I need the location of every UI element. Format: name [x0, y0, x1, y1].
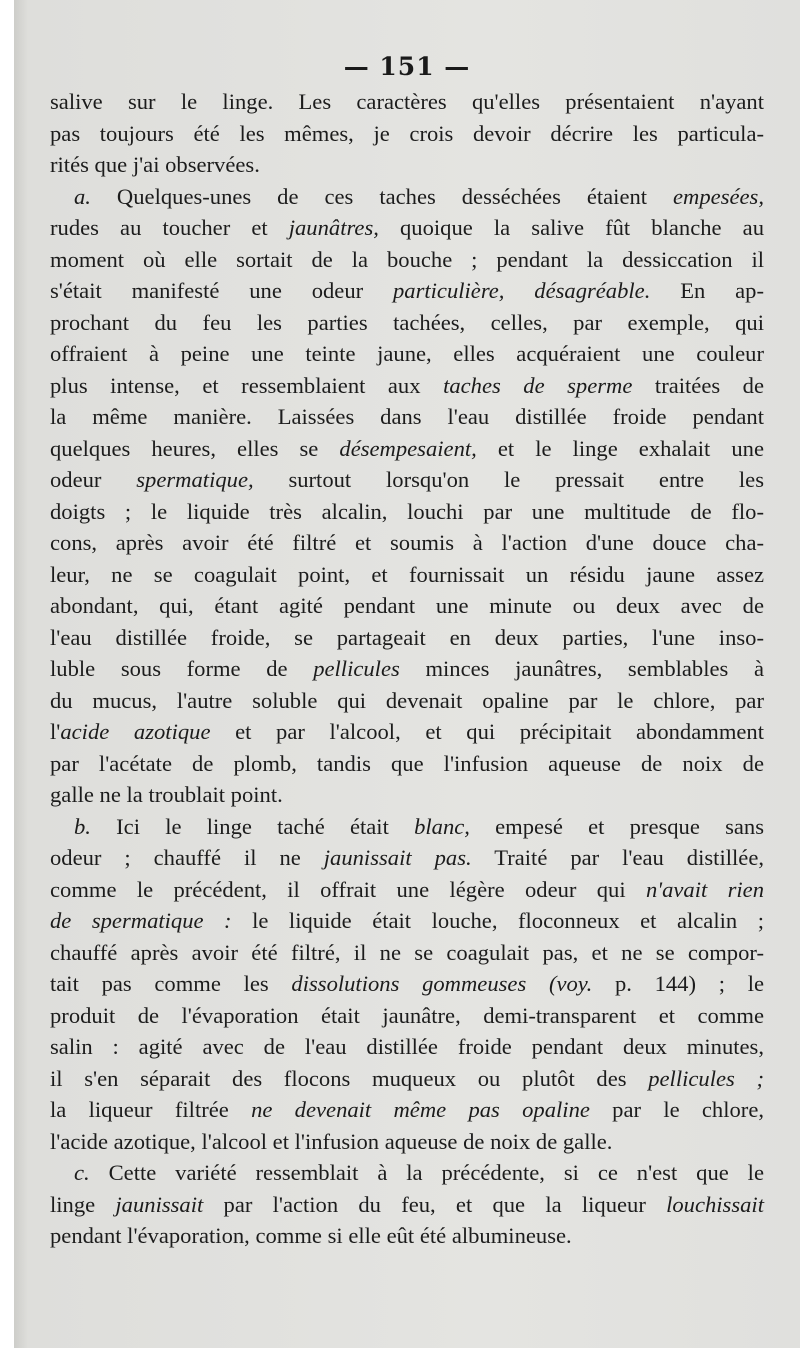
- text-segment: il s'en séparait des flocons muqueux ou plutôt des: [50, 1065, 649, 1091]
- text-line: [50, 1000, 764, 1032]
- text-segment: salin : agité avec de l'eau distillée froide pendant deux minutes,: [50, 1034, 764, 1059]
- text-segment: la même manière. Laissées dans l'eau distillée froide pendant: [50, 404, 764, 429]
- page-number: — 151 —: [343, 52, 471, 81]
- italic-text: louchissait: [666, 1191, 764, 1217]
- body-text: [50, 86, 764, 1252]
- text-line: [50, 559, 764, 591]
- text-line: [50, 779, 764, 811]
- text-line: [50, 1126, 764, 1158]
- text-segment: Ici le linge taché était: [90, 813, 415, 839]
- text-line: [50, 244, 764, 276]
- text-segment: le liquide était louche, floconneux et alcalin ;: [231, 908, 764, 933]
- text-segment: galle ne la troublait point.: [50, 782, 283, 807]
- text-line: [50, 307, 764, 339]
- text-segment: pendant l'évaporation, comme si elle eût été albumineuse.: [50, 1223, 572, 1248]
- text-line: [50, 118, 764, 150]
- text-segment: quoique la salive fût blanche au: [378, 215, 764, 240]
- text-line: [50, 1031, 764, 1063]
- text-segment: cons, après avoir été filtré et soumis à l'action d'une douce cha-: [50, 530, 764, 555]
- text-segment: la liqueur filtrée: [50, 1097, 252, 1122]
- text-line: [50, 622, 764, 654]
- text-segment: pas toujours été les mêmes, je crois devoir décrire les particula-: [50, 120, 764, 146]
- text-line: [50, 811, 764, 843]
- text-line: [50, 433, 764, 465]
- italic-text: n'avait rien: [645, 876, 765, 902]
- text-segment: odeur ; chauffé il ne: [50, 845, 324, 870]
- italic-text: dissolutions gommeuses (voy.: [291, 971, 593, 996]
- text-segment: et par l'alcool, et qui précipitait abondamment: [210, 719, 765, 744]
- italic-text: blanc,: [414, 813, 470, 839]
- text-line: [50, 181, 764, 213]
- text-segment: abondant, qui, étant agité pendant une minute ou deux avec de: [50, 593, 764, 618]
- text-segment: l': [50, 719, 61, 744]
- italic-text: taches de sperme: [443, 372, 633, 398]
- italic-text: b.: [74, 813, 91, 839]
- text-segment: l'acide azotique, l'alcool et l'infusion aqueuse de noix de galle.: [50, 1128, 613, 1154]
- text-segment: traitées de: [632, 372, 765, 398]
- italic-text: de spermatique :: [50, 908, 232, 933]
- text-line: [50, 338, 764, 370]
- text-segment: p. 144) ; le: [592, 971, 764, 996]
- text-segment: prochant du feu les parties tachées, celles, par exemple, qui: [50, 309, 764, 335]
- text-segment: linge: [50, 1191, 116, 1217]
- text-segment: par l'acétate de plomb, tandis que l'infusion aqueuse de noix de: [50, 750, 764, 776]
- text-line: [50, 842, 764, 874]
- text-line: [50, 149, 764, 181]
- text-segment: s'était manifesté une odeur: [50, 278, 393, 303]
- text-line: [50, 1063, 764, 1095]
- italic-text: jaunissait: [115, 1191, 204, 1217]
- text-line: [50, 968, 764, 1000]
- text-line: [50, 527, 764, 559]
- italic-text: désempesaient,: [339, 435, 477, 461]
- text-segment: surtout lorsqu'on le pressait entre les: [253, 467, 764, 492]
- text-segment: rudes au toucher et: [50, 215, 289, 240]
- text-line: [50, 1189, 764, 1221]
- text-segment: et le linge exhalait une: [476, 435, 764, 461]
- text-line: [50, 370, 764, 402]
- italic-text: pellicules ;: [648, 1065, 764, 1091]
- book-page: [14, 0, 800, 1348]
- text-segment: offraient à peine une teinte jaune, elles acquéraient une couleur: [50, 341, 764, 366]
- text-segment: doigts ; le liquide très alcalin, louchi par une multitude de flo-: [50, 498, 764, 524]
- text-segment: chauffé après avoir été filtré, il ne se coagulait pas, et ne se compor-: [50, 939, 764, 965]
- text-segment: minces jaunâtres, semblables à: [399, 656, 764, 681]
- text-segment: comme le précédent, il offrait une légère odeur qui: [50, 876, 646, 902]
- text-line: [50, 590, 764, 622]
- text-segment: Cette variété ressemblait à la précédente, si ce n'est que le: [89, 1160, 764, 1185]
- text-line: [50, 1157, 764, 1189]
- text-line: [50, 937, 764, 969]
- text-segment: produit de l'évaporation était jaunâtre, demi-transparent et comme: [50, 1002, 764, 1028]
- text-line: [50, 464, 764, 496]
- text-line: [50, 401, 764, 433]
- text-segment: par l'action du feu, et que la liqueur: [203, 1191, 667, 1217]
- text-segment: du mucus, l'autre soluble qui devenait opaline par le chlore, par: [50, 687, 764, 713]
- text-segment: tait pas comme les: [50, 971, 292, 996]
- text-segment: plus intense, et ressemblaient aux: [50, 372, 444, 398]
- text-segment: Quelques-unes de ces taches desséchées étaient: [90, 183, 674, 209]
- italic-text: pellicules: [313, 656, 400, 681]
- text-segment: quelques heures, elles se: [50, 435, 340, 461]
- text-segment: odeur: [50, 467, 137, 492]
- text-segment: leur, ne se coagulait point, et fournissait un résidu jaune assez: [50, 561, 764, 587]
- text-line: [50, 905, 764, 937]
- text-segment: luble sous forme de: [50, 656, 314, 681]
- italic-text: jaunâtres,: [288, 215, 379, 240]
- text-line: [50, 496, 764, 528]
- text-line: [50, 86, 764, 118]
- text-line: [50, 212, 764, 244]
- text-segment: Traité par l'eau distillée,: [471, 845, 764, 870]
- text-segment: En ap-: [650, 278, 764, 303]
- text-line: [50, 685, 764, 717]
- text-line: [50, 653, 764, 685]
- italic-text: jaunissait pas.: [323, 845, 472, 870]
- italic-text: ne devenait même pas opaline: [251, 1097, 590, 1122]
- text-segment: salive sur le linge. Les caractères qu'elles présentaient n'ayant: [50, 89, 764, 114]
- text-line: [50, 1094, 764, 1126]
- text-segment: rités que j'ai observées.: [50, 152, 260, 177]
- text-segment: moment où elle sortait de la bouche ; pendant la dessiccation il: [50, 246, 764, 272]
- text-segment: l'eau distillée froide, se partageait en deux parties, l'une inso-: [50, 624, 764, 650]
- italic-text: acide azotique: [60, 719, 211, 744]
- text-line: [50, 275, 764, 307]
- italic-text: spermatique,: [136, 467, 254, 492]
- text-segment: empesé et presque sans: [469, 813, 765, 839]
- italic-text: particulière, désagréable.: [392, 278, 651, 303]
- italic-text: c.: [74, 1160, 90, 1185]
- italic-text: a.: [74, 183, 91, 209]
- text-line: [50, 716, 764, 748]
- text-line: [50, 1220, 764, 1252]
- text-line: [50, 874, 764, 906]
- text-line: [50, 748, 764, 780]
- text-segment: par le chlore,: [589, 1097, 764, 1122]
- italic-text: empesées,: [673, 183, 764, 209]
